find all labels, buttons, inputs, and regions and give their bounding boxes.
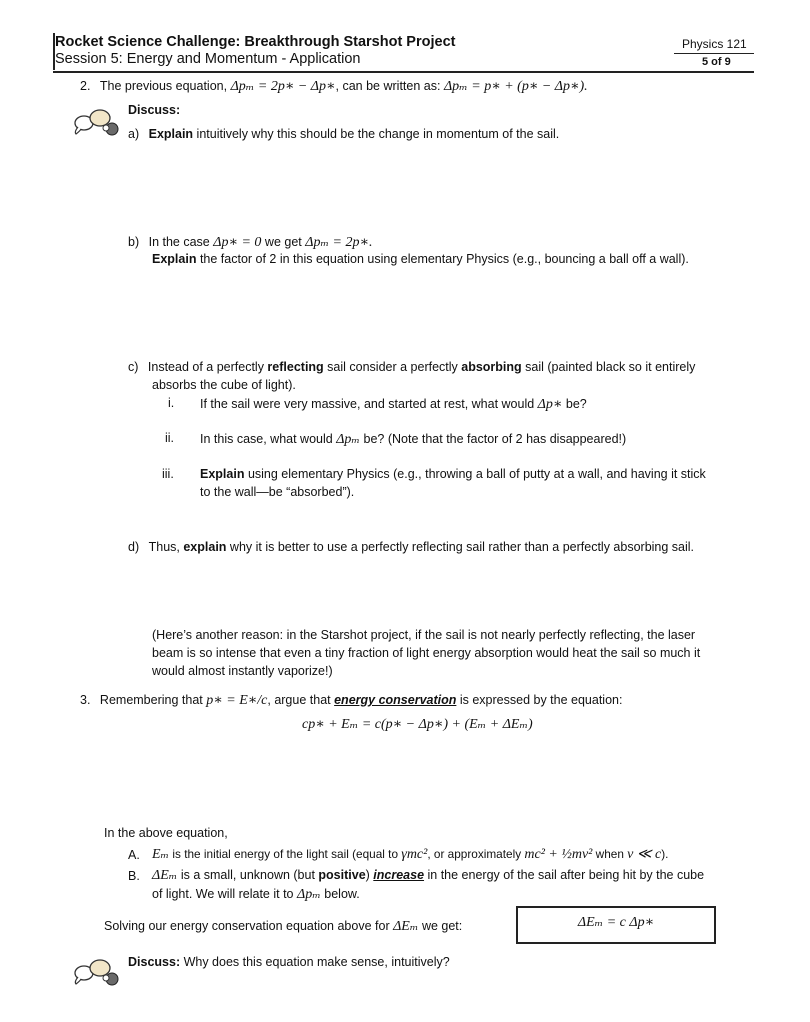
q3-solving-line <box>104 918 462 935</box>
q3A-when: when <box>595 847 624 861</box>
q3-number: 3. <box>80 693 91 707</box>
q3B-eq: ΔEₘ <box>152 868 178 883</box>
q2d-line <box>128 540 694 554</box>
discussion-icon <box>70 107 124 139</box>
q3-solving-pre: Solving our energy conservation equation above for <box>104 919 390 933</box>
q2-note-line1: (Here’s another reason: in the Starshot project, if the sail is not nearly perfectly reflecting, the laser <box>152 628 696 642</box>
q2-number: 2. <box>80 79 91 93</box>
q2c-t2: sail consider a perfectly <box>323 360 462 374</box>
q3-post: is expressed by the equation: <box>456 693 623 707</box>
q2b-pre: In the case <box>148 235 210 249</box>
q2ciii-line2: to the wall—be “absorbed”). <box>200 485 355 499</box>
q3-discuss-label: Discuss: <box>128 955 181 969</box>
q2b-text: the factor of 2 in this equation using elementary Physics (e.g., bouncing a ball off a wall). <box>196 252 689 266</box>
q2a-line <box>128 127 559 141</box>
course-name: Physics 121 <box>682 37 747 51</box>
q2cii-eq: Δpₘ <box>336 432 361 447</box>
q2b-bold: Explain <box>152 252 197 266</box>
q3-discuss-line <box>128 955 450 969</box>
q3-eq-p: p∗ = E∗/c <box>206 693 268 708</box>
header-rule <box>53 71 754 73</box>
q2b-eq2: Δpₘ = 2p∗. <box>305 235 373 250</box>
q2cii-pre: In this case, what would <box>200 432 333 446</box>
q3B-t2: ) <box>365 868 374 882</box>
q3B-line <box>152 867 704 884</box>
answer-box-equation: ΔEₘ = c Δp∗ <box>577 915 655 930</box>
q2b-eq1: Δp∗ = 0 <box>213 235 262 250</box>
q2ci-end: be? <box>565 397 587 411</box>
q3B-positive: positive <box>318 868 366 882</box>
q3B-increase: increase <box>373 868 425 882</box>
q3A-eq: Eₘ <box>152 847 170 862</box>
q2-note-line3: would almost instantly vaporize!) <box>152 664 333 678</box>
q2ci-eq: Δp∗ <box>537 397 563 412</box>
q3A-eq4: v ≪ c <box>627 847 662 862</box>
session-subtitle: Session 5: Energy and Momentum - Application <box>55 51 361 67</box>
q2a-label: a) <box>128 127 140 141</box>
q2ciii-line <box>200 467 706 481</box>
q2-discuss-label: Discuss: <box>128 103 181 117</box>
q2ci-label: i. <box>168 396 175 410</box>
q3-above: In the above equation, <box>104 826 228 840</box>
q3-main-equation: cp∗ + Eₘ = c(p∗ − Δp∗) + (Eₘ + ΔEₘ) <box>302 717 533 732</box>
q2ciii-text: using elementary Physics (e.g., throwing a ball of putty at a wall, and having it stick <box>244 467 706 481</box>
q3B-line2-pre: of light. We will relate it to <box>152 887 294 901</box>
q3A-mid: , or approximately <box>427 847 522 861</box>
q2c-t1: Instead of a perfectly <box>147 360 268 374</box>
q3A-eq3: mc² + ½mv² <box>524 847 593 862</box>
q2-eq1: Δpₘ = 2p∗ − Δp∗ <box>230 79 336 94</box>
q2cii-line <box>200 431 626 448</box>
q3-solving-end: we get: <box>421 919 463 933</box>
q2-intro: The previous equation, <box>99 79 228 93</box>
q3B-line2-end: below. <box>324 887 360 901</box>
q2b-label: b) <box>128 235 140 249</box>
page-number: 5 of 9 <box>702 56 731 68</box>
q2ciii-label: iii. <box>162 467 174 481</box>
q2b-line <box>128 234 373 251</box>
q2c-line2: absorbs the cube of light). <box>152 378 296 392</box>
q3A-label: A. <box>128 848 140 862</box>
discussion-icon-2 <box>70 957 124 989</box>
q3B-t3: in the energy of the sail after being hit by the cube <box>424 868 705 882</box>
q3-energy-conservation: energy conservation <box>334 693 457 707</box>
q2d-text: why it is better to use a perfectly reflecting sail rather than a perfectly absorbing sail. <box>226 540 695 554</box>
q2a-text: intuitively why this should be the change in momentum of the sail. <box>193 127 560 141</box>
q2c-label: c) <box>128 360 139 374</box>
q3B-label: B. <box>128 869 140 883</box>
answer-box <box>516 906 716 944</box>
q3-line <box>80 692 622 709</box>
q2-mid: , can be written as: <box>335 79 441 93</box>
q3B-t1: is a small, unknown (but <box>180 868 319 882</box>
q2d-pre: Thus, <box>148 540 184 554</box>
q3-solving-eq: ΔEₘ <box>393 919 419 934</box>
q2c-t3: sail (painted black so it entirely <box>521 360 696 374</box>
header-small-rule <box>674 53 754 54</box>
document-title: Rocket Science Challenge: Breakthrough Starshot Project <box>55 34 456 50</box>
q2ciii-bold: Explain <box>200 467 245 481</box>
q2-eq2: Δpₘ = p∗ + (p∗ − Δp∗). <box>443 79 588 94</box>
q3B-line2-eq: Δpₘ <box>296 887 321 902</box>
q2c-b1: reflecting <box>267 360 324 374</box>
q2b-line2 <box>152 252 689 266</box>
q3-mid: , argue that <box>267 693 331 707</box>
q2cii-label: ii. <box>165 431 175 445</box>
q3A-eq2: γmc² <box>401 847 428 862</box>
q3A-text: is the initial energy of the light sail (equal to <box>172 847 399 861</box>
q2ci-text: If the sail were very massive, and started at rest, what would <box>200 397 535 411</box>
q2c-line <box>128 360 695 374</box>
q3-discuss-text: Why does this equation make sense, intuitively? <box>180 955 450 969</box>
q3A-line <box>152 846 668 863</box>
q3-pre: Remembering that <box>99 693 203 707</box>
q3B-line2 <box>152 886 360 903</box>
q2d-label: d) <box>128 540 140 554</box>
q2-line <box>80 78 588 95</box>
q2a-bold: Explain <box>148 127 194 141</box>
q2-note-line2: beam is so intense that even a tiny fraction of light energy absorption would heat the sail so much it <box>152 646 701 660</box>
q2ci-line <box>200 396 587 413</box>
q2cii-end: be? (Note that the factor of 2 has disappeared!) <box>363 432 627 446</box>
q3A-end: ). <box>661 847 669 861</box>
q2b-mid: we get <box>264 235 302 249</box>
q2d-bold: explain <box>183 540 227 554</box>
q2c-b2: absorbing <box>461 360 522 374</box>
